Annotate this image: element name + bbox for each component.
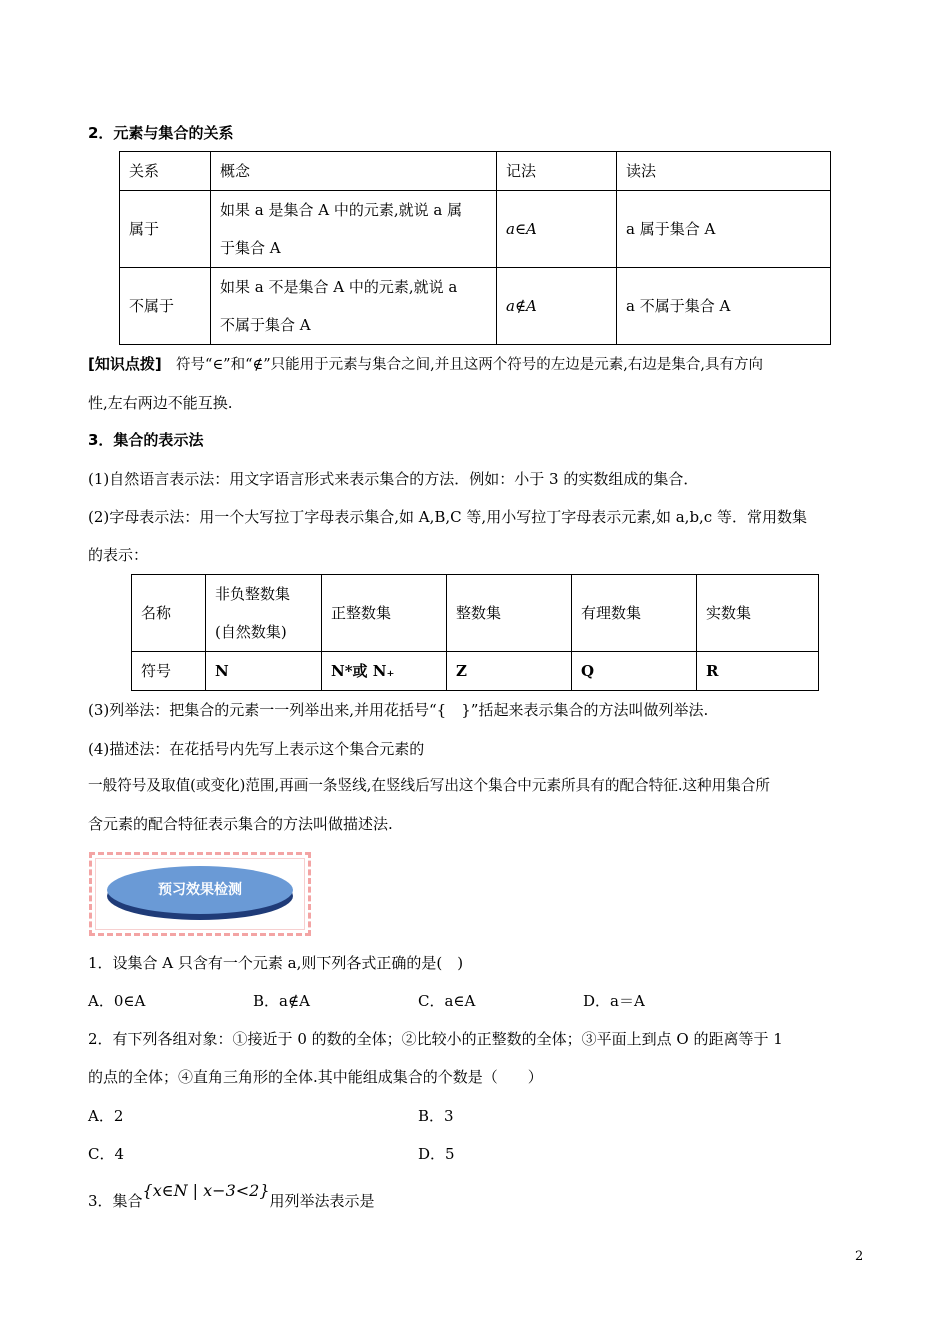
table-header: 实数集	[697, 575, 819, 652]
tip-text: 符号“∈”和“∉”只能用于元素与集合之间,并且这两个符号的左边是元素,右边是集合,具有方向	[176, 357, 763, 373]
table-header: 整数集	[447, 575, 572, 652]
table-row	[132, 652, 819, 691]
paragraph: (1)自然语言表示法：用文字语言形式来表示集合的方法．例如：小于 3 的实数组成的集合．	[88, 470, 699, 488]
header-line: 非负整数集	[215, 585, 291, 603]
table-header: 概念	[211, 152, 497, 191]
concept-cell	[211, 191, 497, 268]
table-header: 名称	[132, 575, 206, 652]
symbol-cell: N*或 N₊	[322, 652, 447, 691]
question-3	[88, 1181, 375, 1211]
paragraph: (2)字母表示法：用一个大写拉丁字母表示集合,如 A,B,C 等,用小写拉丁字母表示元素,如 a,b,c 等．常用数集	[88, 508, 807, 526]
header-line: (自然数集)	[215, 623, 287, 641]
concept-line: 于集合 A	[220, 239, 281, 257]
tip-line1	[88, 354, 763, 375]
q3-suffix: 用列举法表示是	[269, 1192, 375, 1210]
table-row	[120, 191, 831, 268]
number-sets-table	[131, 574, 819, 691]
table-header: 关系	[120, 152, 211, 191]
section2-heading: 2．元素与集合的关系	[88, 124, 234, 142]
q2-option-d: D．5	[418, 1145, 455, 1163]
question-2-cont: 的点的全体；④直角三角形的全体.其中能组成集合的个数是（ ）	[88, 1068, 543, 1086]
concept-line: 如果 a 不是集合 A 中的元素,就说 a	[220, 278, 458, 296]
paragraph: 的表示：	[88, 546, 149, 564]
table-header: 读法	[617, 152, 831, 191]
preview-check-badge	[107, 866, 293, 920]
q1-option-c: C．a∈A	[418, 992, 476, 1010]
badge-label: 预习效果检测	[107, 866, 293, 914]
symbol-cell: N	[206, 652, 322, 691]
relation-table	[119, 151, 831, 345]
table-header: 正整数集	[322, 575, 447, 652]
symbol-cell: R	[697, 652, 819, 691]
concept-line: 不属于集合 A	[220, 316, 311, 334]
concept-cell	[211, 268, 497, 345]
paragraph: 含元素的配合特征表示集合的方法叫做描述法.	[88, 815, 393, 833]
paragraph: (4)描述法：在花括号内先写上表示这个集合元素的	[88, 740, 425, 758]
q2-option-a: A．2	[88, 1107, 124, 1125]
table-header: 记法	[497, 152, 617, 191]
section3-heading: 3．集合的表示法	[88, 431, 204, 449]
notation-cell: a∉A	[497, 268, 617, 345]
question-2: 2．有下列各组对象：①接近于 0 的数的全体；②比较小的正整数的全体；③平面上到点 O 的距离等于 1	[88, 1030, 783, 1048]
q1-option-b: B．a∉A	[253, 992, 310, 1010]
tip-line2: 性,左右两边不能互换.	[88, 394, 233, 412]
table-header: 有理数集	[572, 575, 697, 652]
relation-cell: 属于	[120, 191, 211, 268]
tip-label: [知识点拨]	[88, 355, 162, 373]
q3-set-expression: {x∈N | x−3<2}	[142, 1181, 270, 1200]
question-1: 1．设集合 A 只含有一个元素 a,则下列各式正确的是( )	[88, 954, 464, 972]
q2-option-c: C．4	[88, 1145, 125, 1163]
table-row	[120, 268, 831, 345]
reading-cell: a 不属于集合 A	[617, 268, 831, 345]
paragraph: (3)列举法：把集合的元素一一列举出来,并用花括号“{ }”括起来表示集合的方法叫做列举法.	[88, 701, 709, 719]
q3-prefix: 3．集合	[88, 1192, 143, 1210]
paragraph: 一般符号及取值(或变化)范围,再画一条竖线,在竖线后写出这个集合中元素所具有的配合特征.这种用集合所	[88, 777, 771, 794]
concept-line: 如果 a 是集合 A 中的元素,就说 a 属	[220, 201, 463, 219]
q1-option-a: A．0∈A	[88, 992, 146, 1010]
reading-cell: a 属于集合 A	[617, 191, 831, 268]
page-number: 2	[855, 1249, 864, 1264]
relation-cell: 不属于	[120, 268, 211, 345]
symbol-cell: Q	[572, 652, 697, 691]
notation-cell: a∈A	[497, 191, 617, 268]
q2-option-b: B．3	[418, 1107, 454, 1125]
symbol-cell: Z	[447, 652, 572, 691]
symbol-label: 符号	[132, 652, 206, 691]
table-header	[206, 575, 322, 652]
q1-option-d: D．a＝A	[583, 992, 645, 1010]
